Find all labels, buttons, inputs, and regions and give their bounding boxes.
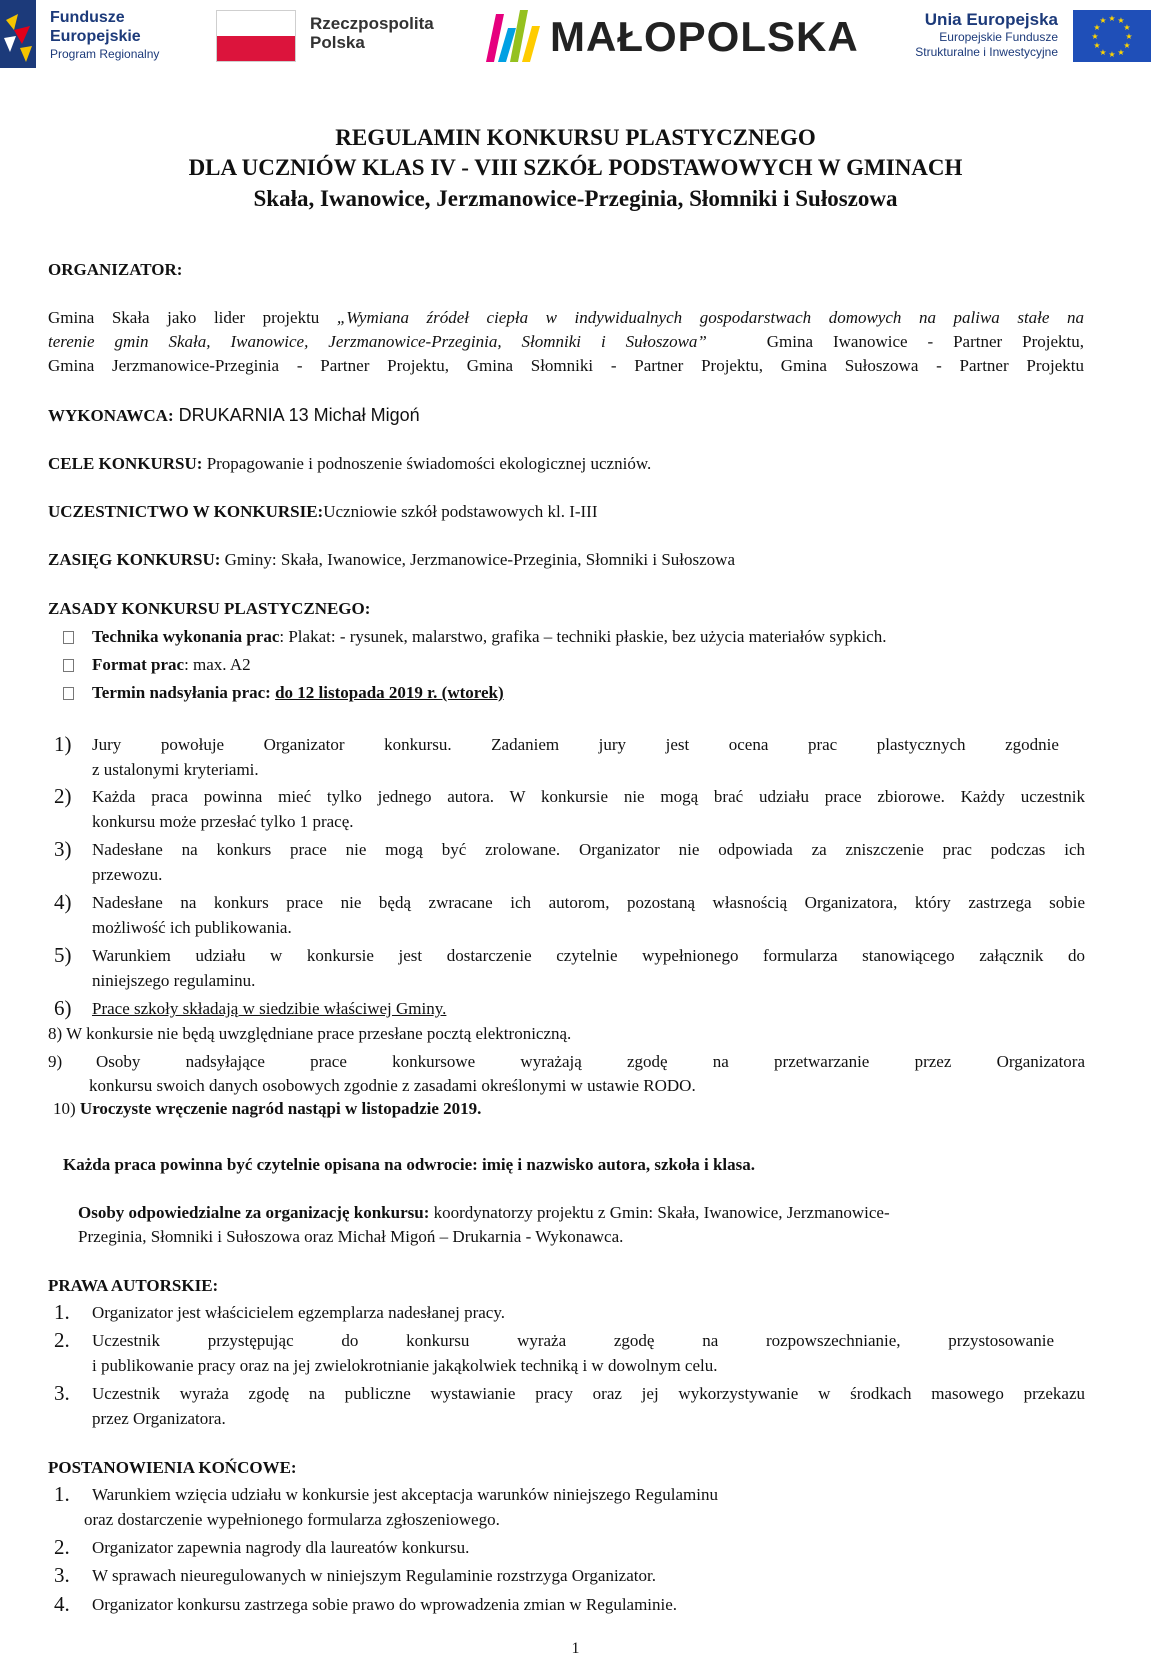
copyright-2-line1: Uczestnik przystępując do konkursu wyraża zgodę na rozpowszechnianie, przystosowanie [92,1331,1054,1350]
bullet-box-icon [63,631,74,644]
point-1-number: 1) [54,732,72,756]
point-1-word: Zadaniem [491,735,560,754]
point-1-word: prac [807,735,838,754]
point-3-line1: Nadesłane na konkurs prace nie mogą być zrolowane. Organizator nie odpowiada za zniszczenie prac podczas ich [92,840,1085,859]
point-10: 10) Uroczyste wręczenie nagród nastąpi w listopadzie 2019. [53,1099,482,1118]
final-3-number: 3. [54,1563,70,1587]
point-1-word: konkursu. [384,735,452,754]
svg-text:★: ★ [1091,32,1099,41]
point-8: 8) W konkursie nie będą uwzględniane prace przesłane pocztą elektroniczną. [48,1024,572,1043]
malopolska-name: MAŁOPOLSKA [550,13,859,60]
point-1-line2: z ustalonymi kryteriami. [92,760,259,779]
copyright-2-number: 2. [54,1328,70,1352]
svg-text:★: ★ [1125,32,1133,41]
final-2: Organizator zapewnia nagrody dla laureatów konkursu. [92,1538,470,1557]
final-4: Organizator konkursu zastrzega sobie prawo do wprowadzenia zmian w Regulaminie. [92,1595,678,1614]
point-1-word: Organizator [263,735,345,754]
organizer-line1: Gmina Skała jako lider projektu „Wymiana źródeł ciepła w indywidualnych gospodarstwach domowych na paliwa stałe na [48,308,1084,327]
svg-text:★: ★ [1117,16,1125,25]
eu-flag-icon [1073,10,1151,62]
point-1-word: ocena [728,735,769,754]
copyright-3-number: 3. [54,1381,70,1405]
svg-text:★: ★ [1123,41,1131,50]
point-1-word: Jury [92,735,122,754]
fe-line3: Program Regionalny [50,47,160,61]
organizer-heading: ORGANIZATOR: [48,260,183,279]
organizer-line2: terenie gmin Skała, Iwanowice, Jerzmanowice-Przeginia, Słomniki i Sułoszowa” Gmina Iwanowice - Partner Projektu, [48,332,1085,351]
point-1-line1 [92,733,1059,757]
rules-deadline: Termin nadsyłania prac: do 12 listopada 2019 r. (wtorek) [92,683,504,702]
point-4-line2: możliwość ich publikowania. [92,918,292,937]
point-4-line1: Nadesłane na konkurs prace nie będą zwracane ich autorom, pozostaną własnością Organizatora, który zastrzega sobie [92,893,1085,912]
copyright-3-line2: przez Organizatora. [92,1409,226,1428]
ue-line2: Europejskie Fundusze [939,30,1058,44]
goals: CELE KONKURSU: Propagowanie i podnoszenie świadomości ekologicznej uczniów. [48,454,652,473]
participation: UCZESTNICTWO W KONKURSIE:Uczniowie szkół podstawowych kl. I-III [48,502,598,521]
point-5-line1: Warunkiem udziału w konkursie jest dostarczenie czytelnie wypełnionego formularza stanowiącego załącznik do [92,946,1085,965]
range: ZASIĘG KONKURSU: Gminy: Skała, Iwanowice, Jerzmanowice-Przeginia, Słomniki i Sułoszowa [48,550,735,569]
title-line1: REGULAMIN KONKURSU PLASTYCZNEGO [335,125,816,150]
title-line2: DLA UCZNIÓW KLAS IV - VIII SZKÓŁ PODSTAWOWYCH W GMINACH [188,155,963,180]
svg-text:★: ★ [1093,23,1101,32]
copyright-heading: PRAWA AUTORSKIE: [48,1276,219,1295]
copyright-2-line2: i publikowanie pracy oraz na jej zwielokrotnianie jakąkolwiek techniką i w dowolnym celu. [92,1356,718,1375]
page-number: 1 [571,1640,580,1657]
point-9-number: 9) [48,1052,63,1071]
organizer-line3: Gmina Jerzmanowice-Przeginia - Partner Projektu, Gmina Słomniki - Partner Projektu, Gmina Sułoszowa - Partner Projektu [48,356,1084,375]
point-2-line1: Każda praca powinna mieć tylko jednego autora. W konkursie nie mogą brać udziału prace zbiorowe. Każdy uczestnik [92,787,1085,806]
final-heading: POSTANOWIENIA KOŃCOWE: [48,1458,297,1477]
final-3: W sprawach nieuregulowanych w niniejszym Regulaminie rozstrzyga Organizator. [92,1566,656,1585]
logo-bar [0,0,1151,70]
point-6-line1: Prace szkoły składają w siedzibie właściwej Gminy. [92,999,447,1018]
svg-text:★: ★ [1108,50,1116,59]
unia-europejska-logo [0,0,1151,70]
ue-line1: Unia Europejska [924,10,1058,29]
bullet-box-icon [63,687,74,700]
title-line3: Skała, Iwanowice, Jerzmanowice-Przeginia, Słomniki i Sułoszowa [253,186,898,211]
svg-text:★: ★ [1099,48,1107,57]
copyright-1: Organizator jest właścicielem egzemplarza nadesłanej pracy. [92,1303,505,1322]
svg-text:★: ★ [1099,16,1107,25]
point-1-word: zgodnie [1005,735,1059,754]
svg-text:★: ★ [1123,23,1131,32]
svg-text:★: ★ [1093,41,1101,50]
pl-line1: Rzeczpospolita [310,14,434,33]
final-2-number: 2. [54,1535,70,1559]
bullet-box-icon [63,659,74,672]
point-2-number: 2) [54,784,72,808]
fe-line2: Europejskie [50,28,141,45]
rules-technique: Technika wykonania prac: Plakat: - rysunek, malarstwo, grafika – techniki płaskie, bez użycia materiałów sypkich. [92,627,887,646]
point-9-line2: konkursu swoich danych osobowych zgodnie z zasadami określonymi w ustawie RODO. [89,1076,696,1095]
ue-line3: Strukturalne i Inwestycyjne [915,45,1058,59]
description-note: Każda praca powinna być czytelnie opisana na odwrocie: imię i nazwisko autora, szkoła i klasa. [63,1155,755,1174]
point-3-line2: przewozu. [92,865,163,884]
point-9-line1: Osoby nadsyłające prace konkursowe wyrażają zgodę na przetwarzanie przez Organizatora [96,1052,1085,1071]
responsible-line1: Osoby odpowiedzialne za organizację konkursu: koordynatorzy projektu z Gmin: Skała, Iwanowice, Jerzmanowice- [78,1203,890,1222]
final-1-line2: oraz dostarczenie wypełnionego formularza zgłoszeniowego. [84,1510,500,1529]
point-4-number: 4) [54,890,72,914]
point-1-word: jest [665,735,690,754]
copyright-3-line1: Uczestnik wyraża zgodę na publiczne wystawianie pracy oraz jej wykorzystywanie w środkach masowego przekazu [92,1384,1085,1403]
rules-format: Format prac: max. A2 [92,655,251,674]
point-1-word: plastycznych [876,735,966,754]
point-6-number: 6) [54,996,72,1020]
svg-text:★: ★ [1117,48,1125,57]
copyright-1-number: 1. [54,1300,70,1324]
pl-line2: Polska [310,33,365,52]
contractor: WYKONAWCA: DRUKARNIA 13 Michał Migoń [48,405,420,425]
responsible-line2: Przeginia, Słomniki i Sułoszowa oraz Michał Migoń – Drukarnia - Wykonawca. [78,1227,624,1246]
point-5-line2: niniejszego regulaminu. [92,971,256,990]
fe-line1: Fundusze [50,9,125,26]
final-1-number: 1. [54,1482,70,1506]
final-4-number: 4. [54,1592,70,1616]
point-2-line2: konkursu może przesłać tylko 1 pracę. [92,812,354,831]
point-1-word: jury [598,735,627,754]
final-1-line1: Warunkiem wzięcia udziału w konkursie jest akceptacja warunków niniejszego Regulaminu [92,1485,719,1504]
point-5-number: 5) [54,943,72,967]
rules-heading: ZASADY KONKURSU PLASTYCZNEGO: [48,599,371,618]
svg-text:★: ★ [1108,14,1116,23]
point-1-word: powołuje [160,735,225,754]
point-3-number: 3) [54,837,72,861]
